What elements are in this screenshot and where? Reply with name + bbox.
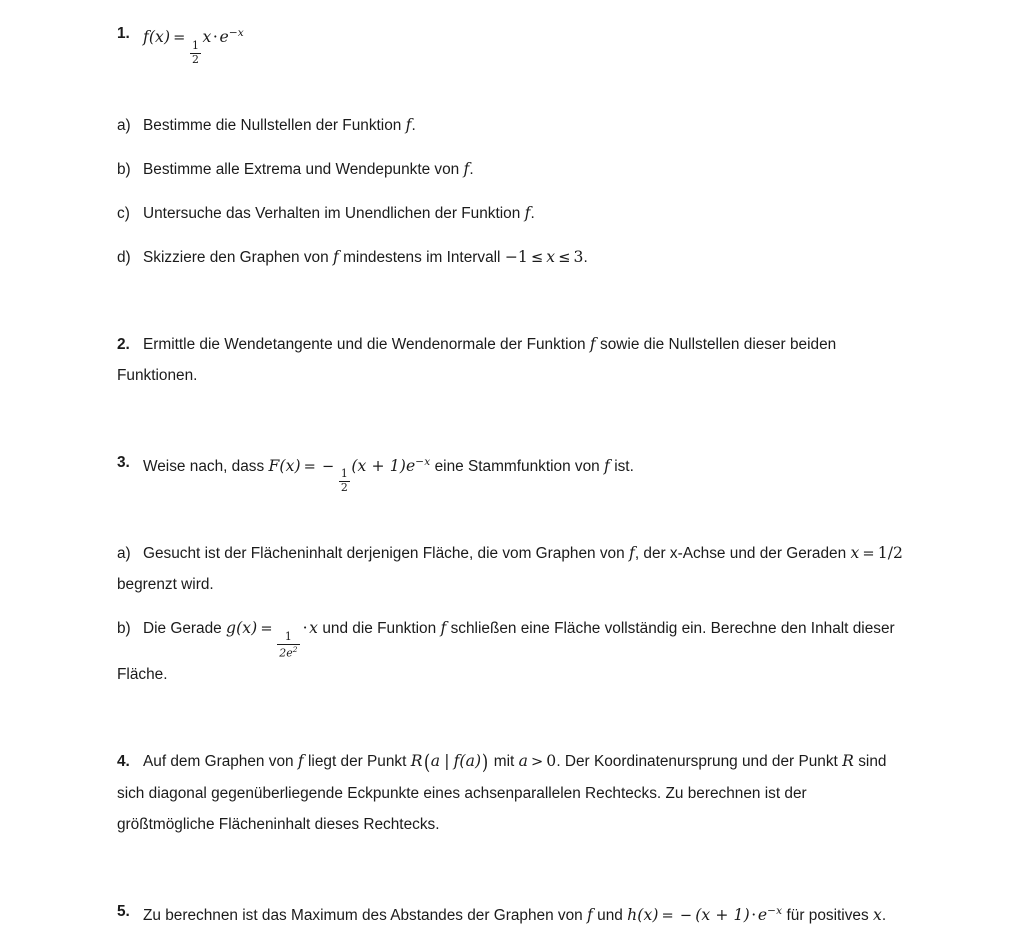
task-5-line2-a: positives <box>808 906 869 924</box>
task-1d-marker: d) <box>117 248 131 266</box>
task-3-equals: = <box>303 457 316 475</box>
task-5-line1-b: und <box>597 906 623 924</box>
one-half-fraction <box>190 38 201 66</box>
fraction-numerator: 1 <box>340 467 348 481</box>
spacer <box>117 494 904 538</box>
task-1-exp-power: −x <box>228 27 244 39</box>
task-3-intro-before: Weise nach, dass <box>143 457 265 475</box>
task-4-line2-a: Punkt <box>798 753 838 771</box>
task-1-equals: = <box>173 29 186 47</box>
function-h: h(x) <box>627 905 659 924</box>
task-4-line1-d: . Der Koordinatenursprung und der <box>556 753 795 771</box>
task-1d-text <box>143 249 588 266</box>
one-half-fraction <box>339 469 350 494</box>
point-arg-a: a <box>430 752 441 771</box>
task-2-line1-after: sowie die Nullstellen dieser <box>600 335 786 353</box>
spacer <box>117 66 904 110</box>
task-3a-bound <box>850 544 903 562</box>
task-3-intro-mid: eine Stammfunktion von <box>434 457 600 475</box>
task-1c-text-before: Untersuche das Verhalten im Unendlichen der Funktion <box>143 204 521 222</box>
task-5-math-f: f <box>587 905 593 924</box>
task-3b-line2: Inhalt dieser Fläche. <box>117 620 895 684</box>
task-3-marker: 3. <box>117 453 130 471</box>
point-separator: | <box>444 752 450 771</box>
task-5-math-x: x <box>872 905 882 924</box>
task-2-math-f: f <box>589 334 596 353</box>
interval-upper: 3 <box>573 247 584 266</box>
fraction-denominator: 2 <box>191 52 200 66</box>
task-4 <box>117 746 904 840</box>
task-3b-var: x <box>309 619 319 638</box>
task-5-line1-c: für <box>786 906 805 924</box>
task-1c <box>117 198 904 229</box>
bound-value: 1/2 <box>877 544 904 563</box>
task-3a-line1-after: , der x-Achse und der <box>634 545 782 563</box>
task-1d-text-before: Skizziere den Graphen von <box>143 248 329 266</box>
paren-open: ( <box>423 749 430 774</box>
task-3b-line1-after: schließen eine Fläche vollständig ein. Berechne den <box>450 620 807 638</box>
fraction-numerator: 1 <box>284 629 292 643</box>
task-5-text <box>143 904 887 924</box>
task-3a-line2-after: begrenzt wird. <box>117 576 214 594</box>
task-5-formula-h <box>627 906 782 924</box>
task-1b-text-after: . <box>469 160 474 178</box>
point-arg-fa: f(a) <box>453 752 482 771</box>
task-1-lhs: f(x) <box>143 28 171 47</box>
task-4-line2-b: sind sich diagonal gegenüberliegende Eckpunkte eines achsenparallelen Rechtecks. Zu <box>117 753 887 802</box>
spacer <box>117 185 904 198</box>
task-2-line2: beiden Funktionen. <box>117 335 837 384</box>
task-4-point-R <box>410 749 490 774</box>
task-5-equals: = <box>661 906 674 924</box>
condition-value: 0 <box>546 752 557 771</box>
task-1b-math-f: f <box>463 159 470 178</box>
task-3-math-f: f <box>604 456 610 475</box>
spacer <box>117 840 904 896</box>
interval-lower: −1 <box>504 247 528 266</box>
task-4-line1-b: liegt der Punkt <box>308 753 407 771</box>
task-3-minus: − <box>322 457 335 475</box>
task-2-text <box>117 336 836 384</box>
paren-close: ) <box>482 749 489 774</box>
task-3b-math-f: f <box>440 619 447 638</box>
task-5-line1-a: Zu berechnen ist das Maximum des Abstandes der Graphen von <box>143 906 583 924</box>
task-3-exp-power: −x <box>415 455 431 468</box>
task-2-marker: 2. <box>117 335 130 353</box>
task-5-exp-base: e <box>757 905 768 924</box>
task-1d-interval <box>505 248 584 266</box>
task-4-line3: berechnen ist der größtmögliche Flächeninhalt dieses Rechtecks. <box>117 784 807 833</box>
task-1a <box>117 110 904 141</box>
task-3b-line1-before: Die Gerade <box>143 620 222 638</box>
task-1d-text-after: . <box>583 248 588 266</box>
task-1d <box>117 242 904 273</box>
task-3b-line1-mid: und die Funktion <box>322 620 437 638</box>
task-4-math-R: R <box>842 752 854 771</box>
bound-equals: = <box>862 545 875 563</box>
task-4-math-f: f <box>297 752 304 771</box>
task-3-exp-base: e <box>405 456 416 475</box>
task-1a-text-before: Bestimme die Nullstellen der Funktion <box>143 116 402 134</box>
point-label-R: R <box>410 752 423 771</box>
task-5-line2-b: . <box>881 906 887 924</box>
interval-rel-2: ≤ <box>558 248 571 266</box>
task-3a-line1: Gesucht ist der Flächeninhalt derjenigen Fläche, die vom Graphen von <box>143 545 625 563</box>
line-function-g: g(x) <box>226 619 258 638</box>
interval-var: x <box>546 247 556 266</box>
task-3-formula-F <box>268 455 431 495</box>
task-1b-text <box>143 161 474 178</box>
task-3b-equals: = <box>260 620 273 638</box>
spacer <box>117 690 904 746</box>
task-3a-line2-before: Geraden <box>786 545 847 563</box>
task-3b-marker: b) <box>117 620 131 638</box>
task-1 <box>117 18 904 66</box>
task-4-text <box>117 749 887 833</box>
one-over-two-e-squared-fraction <box>277 629 299 660</box>
task-5-exp-power: −x <box>767 904 783 917</box>
task-3a <box>117 538 904 600</box>
task-3-paren-term: (x + 1) <box>351 456 406 475</box>
spacer <box>117 141 904 154</box>
condition-rel: > <box>530 753 544 771</box>
task-1b-marker: b) <box>117 160 131 178</box>
task-1a-text <box>143 117 416 134</box>
task-3a-text <box>117 545 903 593</box>
task-2-line1-before: Ermittle die Wendetangente und die Wendenormale der Funktion <box>143 335 586 353</box>
fraction-numerator: 1 <box>191 38 200 52</box>
task-1-exp-base: e <box>219 28 229 47</box>
task-3b-dot: · <box>302 619 308 638</box>
fraction-denominator <box>277 644 299 660</box>
task-4-condition <box>519 752 557 770</box>
task-3b <box>117 613 904 690</box>
antiderivative-F: F(x) <box>268 456 301 475</box>
denominator-base: 2e <box>279 646 293 660</box>
fraction-denominator: 2 <box>340 481 348 495</box>
task-3a-marker: a) <box>117 545 131 563</box>
task-1a-text-after: . <box>411 116 416 134</box>
task-1-dot: · <box>212 28 218 47</box>
task-1c-marker: c) <box>117 204 130 222</box>
task-5-marker: 5. <box>117 902 130 920</box>
task-1c-text <box>143 205 535 222</box>
spacer <box>117 391 904 447</box>
spacer <box>117 273 904 329</box>
spacer <box>117 600 904 613</box>
task-1b-text-before: Bestimme alle Extrema und Wendepunkte von <box>143 160 460 178</box>
bound-var: x <box>850 544 860 563</box>
spacer <box>117 229 904 242</box>
task-2 <box>117 329 904 391</box>
task-1-formula <box>143 27 244 66</box>
task-3-intro <box>143 455 634 495</box>
task-3a-math-f: f <box>628 544 635 563</box>
task-3b-text <box>117 620 895 683</box>
task-5-minus: − <box>679 906 693 924</box>
task-3b-formula-g <box>226 619 319 660</box>
task-1c-math-f: f <box>524 203 531 222</box>
task-3 <box>117 447 904 495</box>
task-4-marker: 4. <box>117 753 130 771</box>
task-1-marker: 1. <box>117 25 130 42</box>
task-5 <box>117 896 904 931</box>
task-1a-marker: a) <box>117 116 131 134</box>
task-1-subitems <box>117 110 904 273</box>
task-4-line1-a: Auf dem Graphen von <box>143 753 294 771</box>
task-1b <box>117 154 904 185</box>
task-4-line1-c: mit <box>493 753 515 771</box>
task-1d-text-mid: mindestens im Intervall <box>343 248 501 266</box>
task-1a-math-f: f <box>405 115 412 134</box>
denominator-exponent: 2 <box>292 644 298 654</box>
task-5-dot: · <box>751 905 757 924</box>
task-1c-text-after: . <box>530 204 535 222</box>
task-1-var: x <box>202 28 212 47</box>
interval-rel-1: ≤ <box>530 248 544 266</box>
condition-var: a <box>518 752 528 771</box>
task-5-paren-term: (x + 1) <box>695 905 750 924</box>
task-3-intro-after: ist. <box>614 457 634 475</box>
task-1d-math-f: f <box>332 247 339 266</box>
